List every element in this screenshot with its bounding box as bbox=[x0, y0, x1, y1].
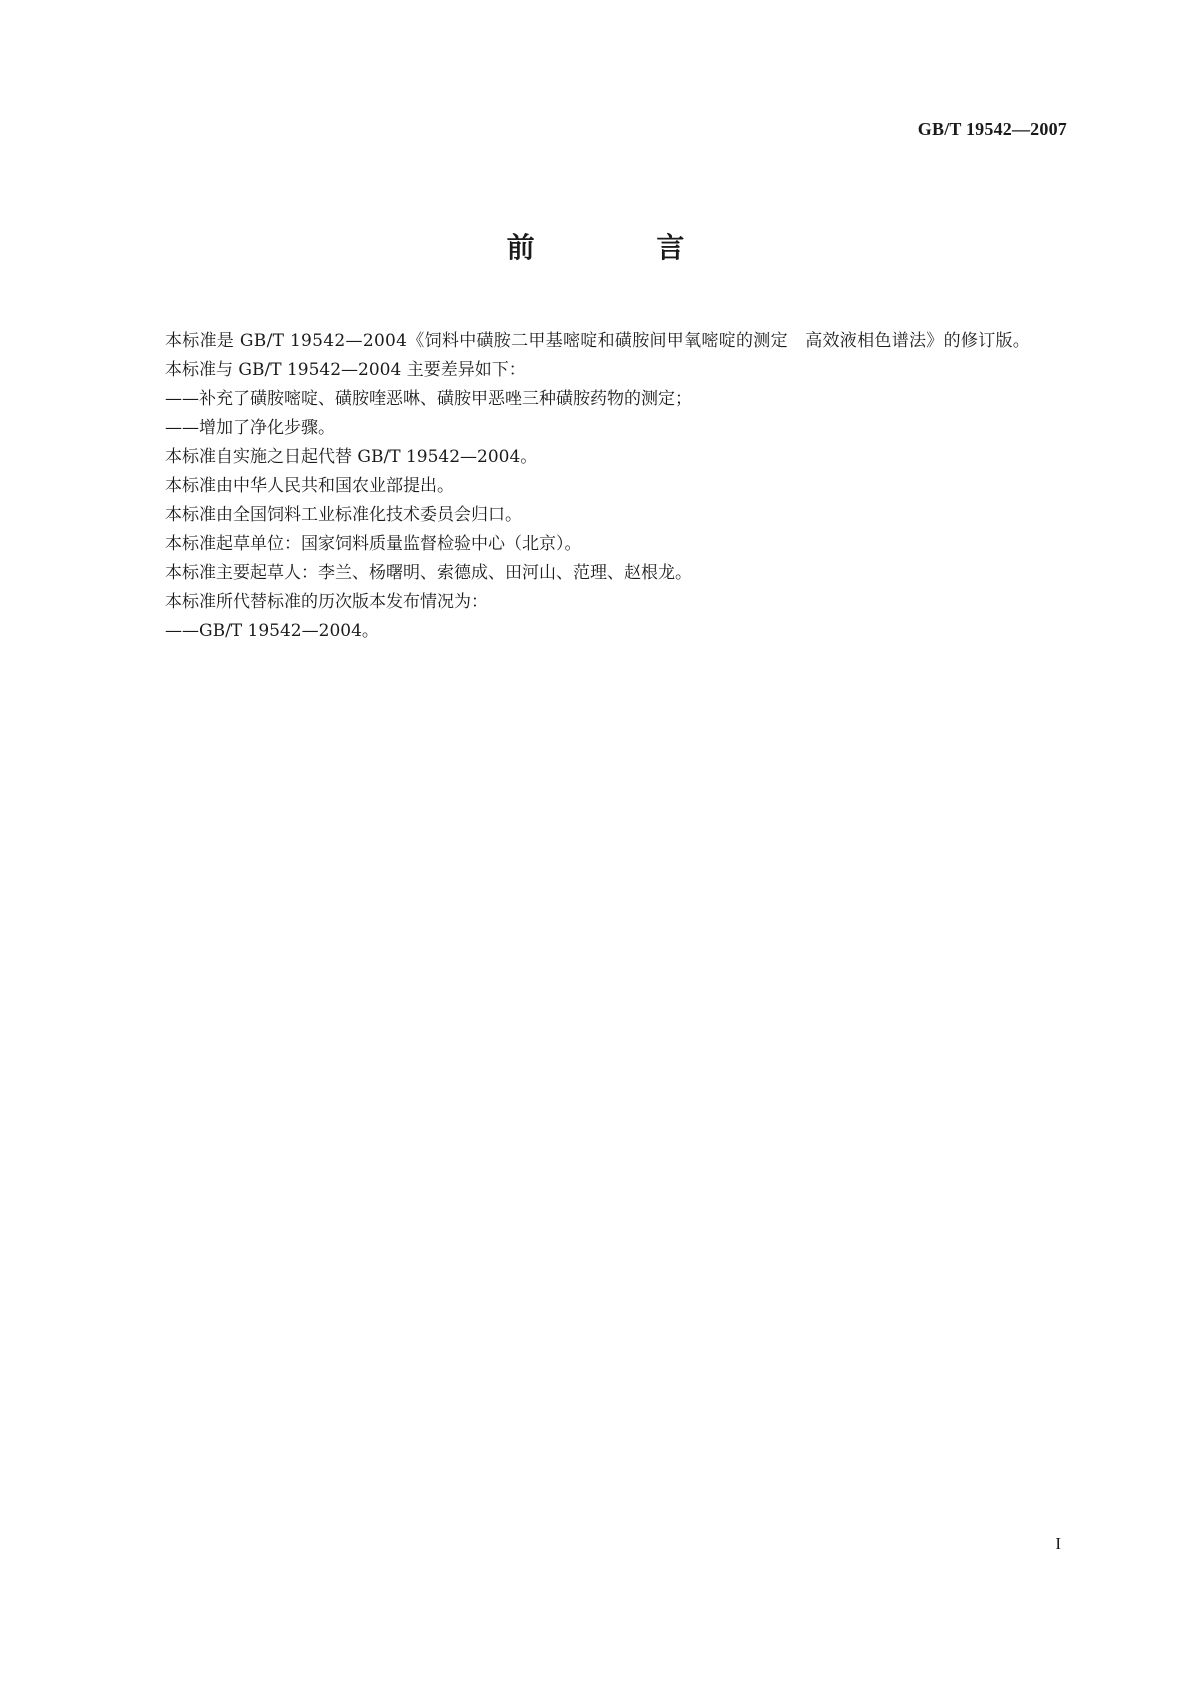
paragraph-difference-item: ——补充了磺胺嘧啶、磺胺喹恶啉、磺胺甲恶唑三种磺胺药物的测定； bbox=[165, 389, 692, 409]
document-body bbox=[123, 327, 1060, 646]
paragraph-drafting-unit: 本标准起草单位：国家饲料质量监督检验中心（北京）。 bbox=[165, 534, 582, 554]
paragraph-replacement: 本标准自实施之日起代替 GB/T 19542—2004。 bbox=[165, 447, 538, 467]
paragraph-technical-committee: 本标准由全国饲料工业标准化技术委员会归口。 bbox=[165, 505, 522, 525]
paragraph-proposer: 本标准由中华人民共和国农业部提出。 bbox=[165, 476, 454, 496]
paragraph-revision-statement: 本标准是 GB/T 19542—2004《饲料中磺胺二甲基嘧啶和磺胺间甲氧嘧啶的测定 高效液相色谱法》的修订版。 bbox=[165, 331, 1031, 351]
paragraph-drafters: 本标准主要起草人：李兰、杨曙明、索德成、田河山、范理、赵根龙。 bbox=[165, 563, 692, 583]
paragraph-version-history-item: ——GB/T 19542—2004。 bbox=[165, 621, 379, 641]
page-number: I bbox=[1055, 1534, 1061, 1553]
standard-number: GB/T 19542—2007 bbox=[917, 119, 1067, 139]
page-title: 前 言 bbox=[506, 231, 741, 264]
paragraph-version-history-intro: 本标准所代替标准的历次版本发布情况为： bbox=[165, 592, 488, 612]
paragraph-difference-item: ——增加了净化步骤。 bbox=[165, 418, 335, 438]
paragraph-differences-intro: 本标准与 GB/T 19542—2004 主要差异如下： bbox=[165, 360, 526, 380]
